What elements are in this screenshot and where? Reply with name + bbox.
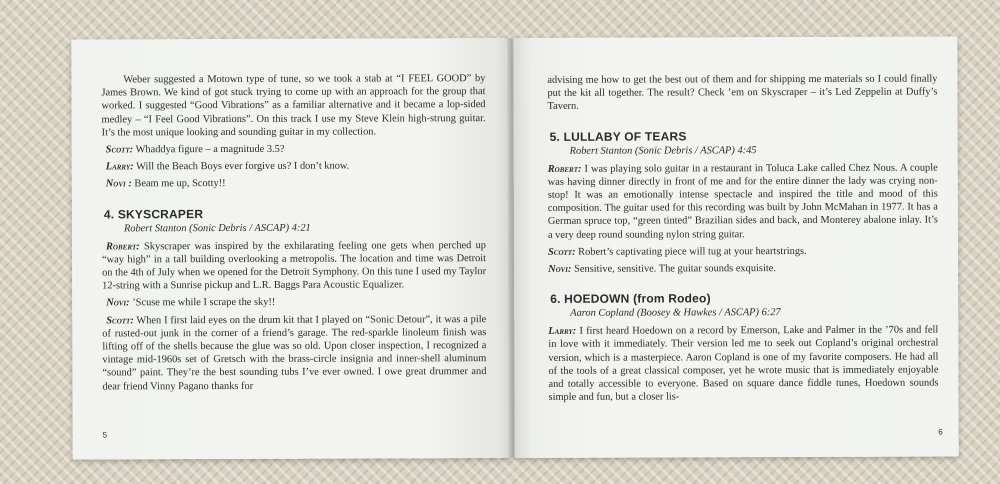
quote-larry (106, 159, 486, 174)
track-5-credit: Robert Stanton (Sonic Debris / ASCAP) 4:45 (569, 144, 757, 157)
speaker-label: Scott: (106, 314, 134, 327)
quote-text: Whaddya figure – a magnitude 3.5? (133, 143, 285, 156)
quote-text: Will the Beach Boys ever forgive us? I don’t know. (133, 160, 350, 173)
right-page (513, 36, 958, 458)
speaker-label: Novi: (106, 297, 130, 309)
track-4-scott (102, 313, 486, 394)
track-4-novi (102, 296, 486, 311)
track-6-larry (548, 324, 938, 405)
paragraph-text: I first heard Hoedown on a record by Emerson, Lake and Palmer in the ’70s and fell in love with it immediately. Their version led me to seek out Copland’s original orchestral version, which is a masterpiece. Aaron Copland is one of my favorite composers. He had all of the tools of a great classical composer, yet he wrote music that is immediately enjoyable and totally accessible to everyone. Based on square dance fiddle tunes, Hoedown sounds simple and fun, but a closer lis- (548, 324, 939, 404)
paragraph-text: I was playing solo guitar in a restaurant in Toluca Lake called Chez Nous. A couple was having dinner directly in front of me and for the entire dinner the lady was crying non-stop! It was an emotionally intense spectacle and inspired the title and mood of this composition. The guitar used for this recording was built by John McMahan in 1977. It has a German spruce top, “green tinted” Brazilian sides and back, and Monterey abalone inlay. It’s a very deep round sounding nylon string guitar. (547, 162, 938, 241)
speaker-label: Scott: (105, 144, 134, 156)
speaker-label: Robert: (547, 163, 582, 175)
speaker-label: Novi : (105, 178, 132, 190)
speaker-label: Larry: (105, 161, 134, 173)
speaker-label: Larry: (548, 326, 577, 338)
speaker-label: Novi: (548, 263, 572, 275)
page-number: 6 (938, 427, 943, 437)
paragraph-text: Skyscraper was inspired by the exhilarating feeling one gets when perched up “way high” in a tall building overlooking a metropolis. The location and time was Detroit on the 4th of July when we opened for the Detroit Symphony. On this tune I used my Taylor 12-string with a Sunrise pickup and L.R. Baggs Para Acoustic Equalizer. (102, 239, 487, 292)
cd-booklet (71, 36, 960, 459)
quote-text: Beam me up, Scotty!! (131, 178, 226, 190)
speaker-label: Robert: (105, 240, 140, 253)
paragraph-text: When I first laid eyes on the drum kit that I played on “Sonic Detour”, it was a pile of rusted-out junk in the corner of a friend’s garage. The red-sparkle linoleum finish was lifting off of the shells because the glue was so old. Upon closer inspection, I recognized a vintage mid-1960s set of Gretsch with the brass-circle insignia and inner-shell aluminum “sound” paint. They’re the best sounding tubs I’ve ever owned. I owe great drummer and dear friend Vinny Pagano thanks for (102, 313, 487, 393)
track-4-credit: Robert Stanton (Sonic Debris / ASCAP) 4:21 (123, 222, 311, 234)
track-5-title: 5. LULLABY OF TEARS (549, 129, 687, 144)
paragraph-text: ’Scuse me while I scrape the sky!! (129, 297, 276, 309)
quote-scott (106, 142, 486, 157)
speaker-label: Scott: (547, 246, 576, 258)
intro-paragraph: Weber suggested a Motown type of tune, so we took a stab at “I FEEL GOOD” by James Brown. We kind of got stuck trying to come up with an approach for the group that worked. I suggested “Good Vibrations” as a familiar alternative and it became a lop-sided medley – “I Feel Good Vibrations”. On this track I use my Steve Klein high-strung guitar. It’s the most unique looking and sounding guitar in my collection. (101, 73, 486, 139)
track-5-robert (548, 161, 938, 242)
track-4-robert (102, 239, 486, 293)
track-5-novi (548, 262, 938, 277)
quote-novi (106, 177, 486, 192)
page-number: 5 (102, 430, 108, 440)
track-4-title: 4. SKYSCRAPER (103, 206, 204, 222)
track-6-title: 6. HOEDOWN (from Rodeo) (550, 291, 711, 307)
track-6-credit: Aaron Copland (Boosey & Hawkes / ASCAP) 6:27 (570, 307, 781, 320)
track-5-scott (548, 244, 938, 259)
continued-paragraph: advising me how to get the best out of them and for shipping me materials so I could finally put the kit all together. The result? Check ’em on Skyscraper – it’s Led Zeppelin at Duffy’s Tavern. (547, 73, 938, 113)
paragraph-text: Sensitive, sensitive. The guitar sounds exquisite. (571, 263, 776, 275)
left-page (71, 38, 510, 460)
paragraph-text: Robert’s captivating piece will tug at your heartstrings. (575, 245, 807, 258)
